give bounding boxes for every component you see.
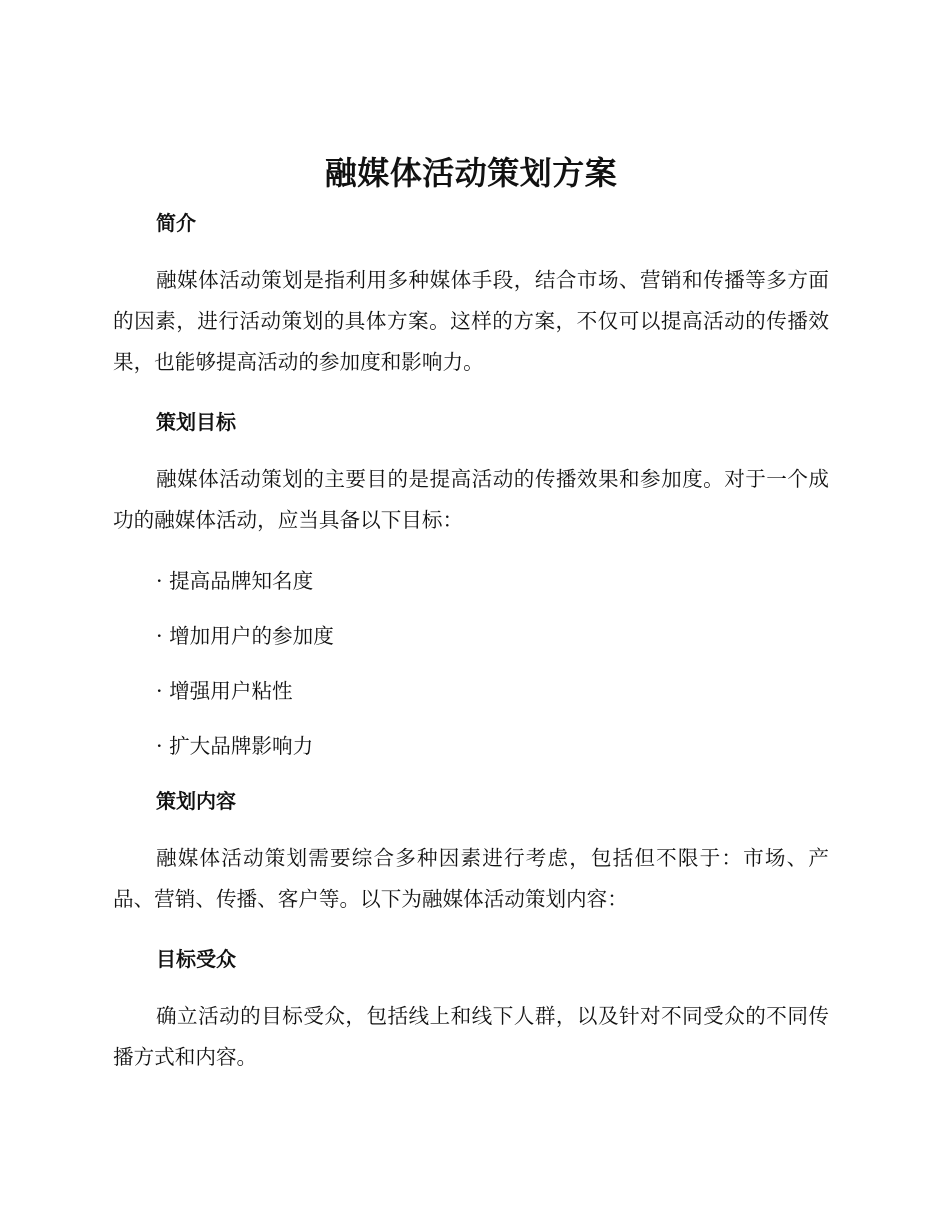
goal-list-item: · 提高品牌知名度 (156, 569, 314, 593)
document-page (113, 150, 829, 1078)
section-text-audience: 确立活动的目标受众，包括线上和线下人群，以及针对不同受众的不同传播方式和内容。 (113, 1004, 829, 1069)
section-text-content: 融媒体活动策划需要综合多种因素进行考虑，包括但不限于：市场、产品、营销、传播、客户等。以下为融媒体活动策划内容： (113, 846, 829, 911)
section-text-goals: 融媒体活动策划的主要目的是提高活动的传播效果和参加度。对于一个成功的融媒体活动，应当具备以下目标： (113, 467, 829, 532)
goal-list-item: · 增强用户粘性 (156, 679, 293, 703)
section-heading-content: 策划内容 (156, 789, 236, 813)
section-heading-audience: 目标受众 (156, 947, 236, 971)
section-text-intro: 融媒体活动策划是指利用多种媒体手段，结合市场、营销和传播等多方面的因素，进行活动策划的具体方案。这样的方案，不仅可以提高活动的传播效果，也能够提高活动的参加度和影响力。 (113, 268, 829, 374)
goal-list-item: · 扩大品牌影响力 (156, 734, 314, 758)
section-heading-goals: 策划目标 (156, 410, 236, 434)
goal-list-item: · 增加用户的参加度 (156, 624, 334, 648)
document-title: 融媒体活动策划方案 (324, 154, 618, 192)
section-heading-intro: 简介 (156, 211, 196, 235)
